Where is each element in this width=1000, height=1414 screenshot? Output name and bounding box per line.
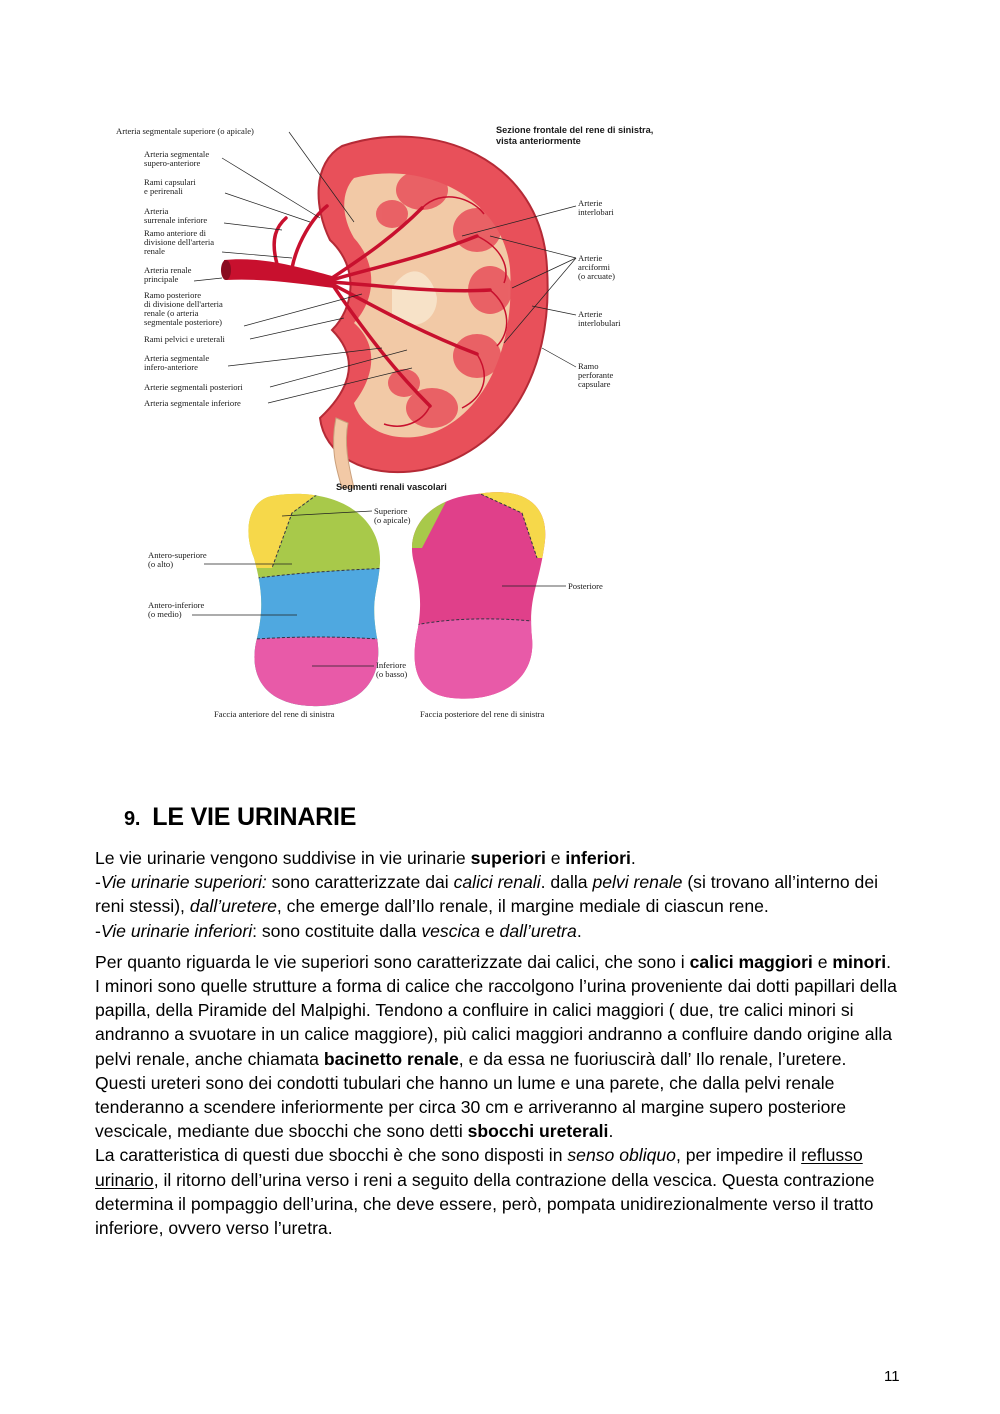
label-arteria-supero-anteriore: Arteria segmentale supero-anteriore: [144, 149, 210, 168]
kidney-anatomy-figure: [92, 118, 692, 730]
kidney-illustration: [92, 118, 692, 730]
label-arteria-surrenale: Arteria surrenale inferiore: [144, 206, 208, 225]
segments-title: Segmenti renali vascolari: [336, 482, 447, 492]
label-arteria-segmentale-superiore: Arteria segmentale superiore (o apicale): [116, 126, 254, 136]
label-arterie-interlobari: Arterie interlobari: [578, 198, 614, 217]
label-posteriore: Posteriore: [568, 581, 603, 591]
paragraph-vie-superiori: -Vie urinarie superiori: sono caratterizzate dai calici renali. dalla pelvi renale (si trovano all’interno dei reni stessi), dall’uretere, che emerge dall’Ilo renale, il margine mediale di ciascun rene.: [95, 872, 879, 917]
caption-anterior-face: Faccia anteriore del rene di sinistra: [214, 709, 335, 719]
paragraph-calici-minori: I minori sono quelle strutture a forma di calice che raccolgono l’urina proveniente dai dotti papillari della papilla, della Piramide del Malpighi. Tendono a confluire in calici maggiori ( due, tre calici minori si andranno a svuotare in un calice maggiore), più calici maggiori andranno a confluire dando origine alla pelvi renale, anche chiamata bacinetto renale, e da essa ne fuoriuscirà dall’ Ilo renale, l’uretere.: [95, 976, 897, 1069]
body-text: [95, 846, 905, 1240]
paragraph-ureteri: Questi ureteri sono dei condotti tubulari che hanno un lume e una parete, che dalla pelvi renale tenderanno a scendere inferiormente per circa 30 cm e arriveranno al margine supero posteriore vescicale, mediante due sbocchi che sono detti sbocchi ureterali.: [95, 1072, 847, 1142]
section-heading: [124, 803, 356, 832]
label-ramo-anteriore: Ramo anteriore di divisione dell'arteria renale: [144, 228, 215, 256]
label-antero-superiore: Antero-superiore (o alto): [148, 550, 207, 569]
label-rami-pelvici: Rami pelvici e ureterali: [144, 334, 225, 344]
label-arteria-renale-principale: Arteria renale principale: [144, 265, 192, 284]
paragraph-vie-inferiori: -Vie urinarie inferiori: sono costituite dalla vescica e dall’uretra.: [95, 920, 582, 941]
figure-caption-top: Sezione frontale del rene di sinistra, vista anteriormente: [496, 125, 654, 146]
label-arterie-segmentali-posteriori: Arterie segmentali posteriori: [144, 382, 243, 392]
label-arterie-interlobulari: Arterie interlobulari: [578, 309, 621, 328]
label-arteria-infero-anteriore: Arteria segmentale infero-anteriore: [144, 353, 210, 372]
label-arteria-segmentale-inferiore: Arteria segmentale inferiore: [144, 398, 241, 408]
section-number: 9.: [124, 808, 141, 830]
caption-posterior-face: Faccia posteriore del rene di sinistra: [420, 709, 545, 719]
paragraph-calici: Per quanto riguarda le vie superiori sono caratterizzate dai calici, che sono i calici maggiori e minori.: [95, 951, 892, 972]
paragraph-intro: Le vie urinarie vengono suddivise in vie urinarie superiori e inferiori.: [95, 848, 636, 868]
label-ramo-perforante: Ramo perforante capsulare: [578, 361, 614, 389]
page-number: 11: [884, 1368, 900, 1385]
label-inferiore: Inferiore (o basso): [376, 660, 408, 679]
label-superiore: Superiore (o apicale): [374, 506, 411, 525]
label-antero-inferiore: Antero-inferiore (o medio): [148, 600, 205, 619]
label-ramo-posteriore: Ramo posteriore di divisione dell'arteria renale (o arteria segmentale posteriore): [144, 290, 223, 327]
paragraph-sbocchi: La caratteristica di questi due sbocchi è che sono disposti in senso obliquo, per impedire il reflusso urinario, il ritorno dell’urina verso i reni a seguito della contrazione della vescica. Questa contrazione determina il pompaggio dell’urina, che deve essere, però, pompata unidirezionalmente verso il tratto inferiore, ovvero verso l’uretra.: [95, 1145, 875, 1239]
label-rami-capsulari: Rami capsulari e perirenali: [144, 177, 196, 196]
label-arterie-arciformi: Arterie arciformi (o arcuate): [578, 253, 615, 281]
section-title: LE VIE URINARIE: [152, 803, 357, 831]
